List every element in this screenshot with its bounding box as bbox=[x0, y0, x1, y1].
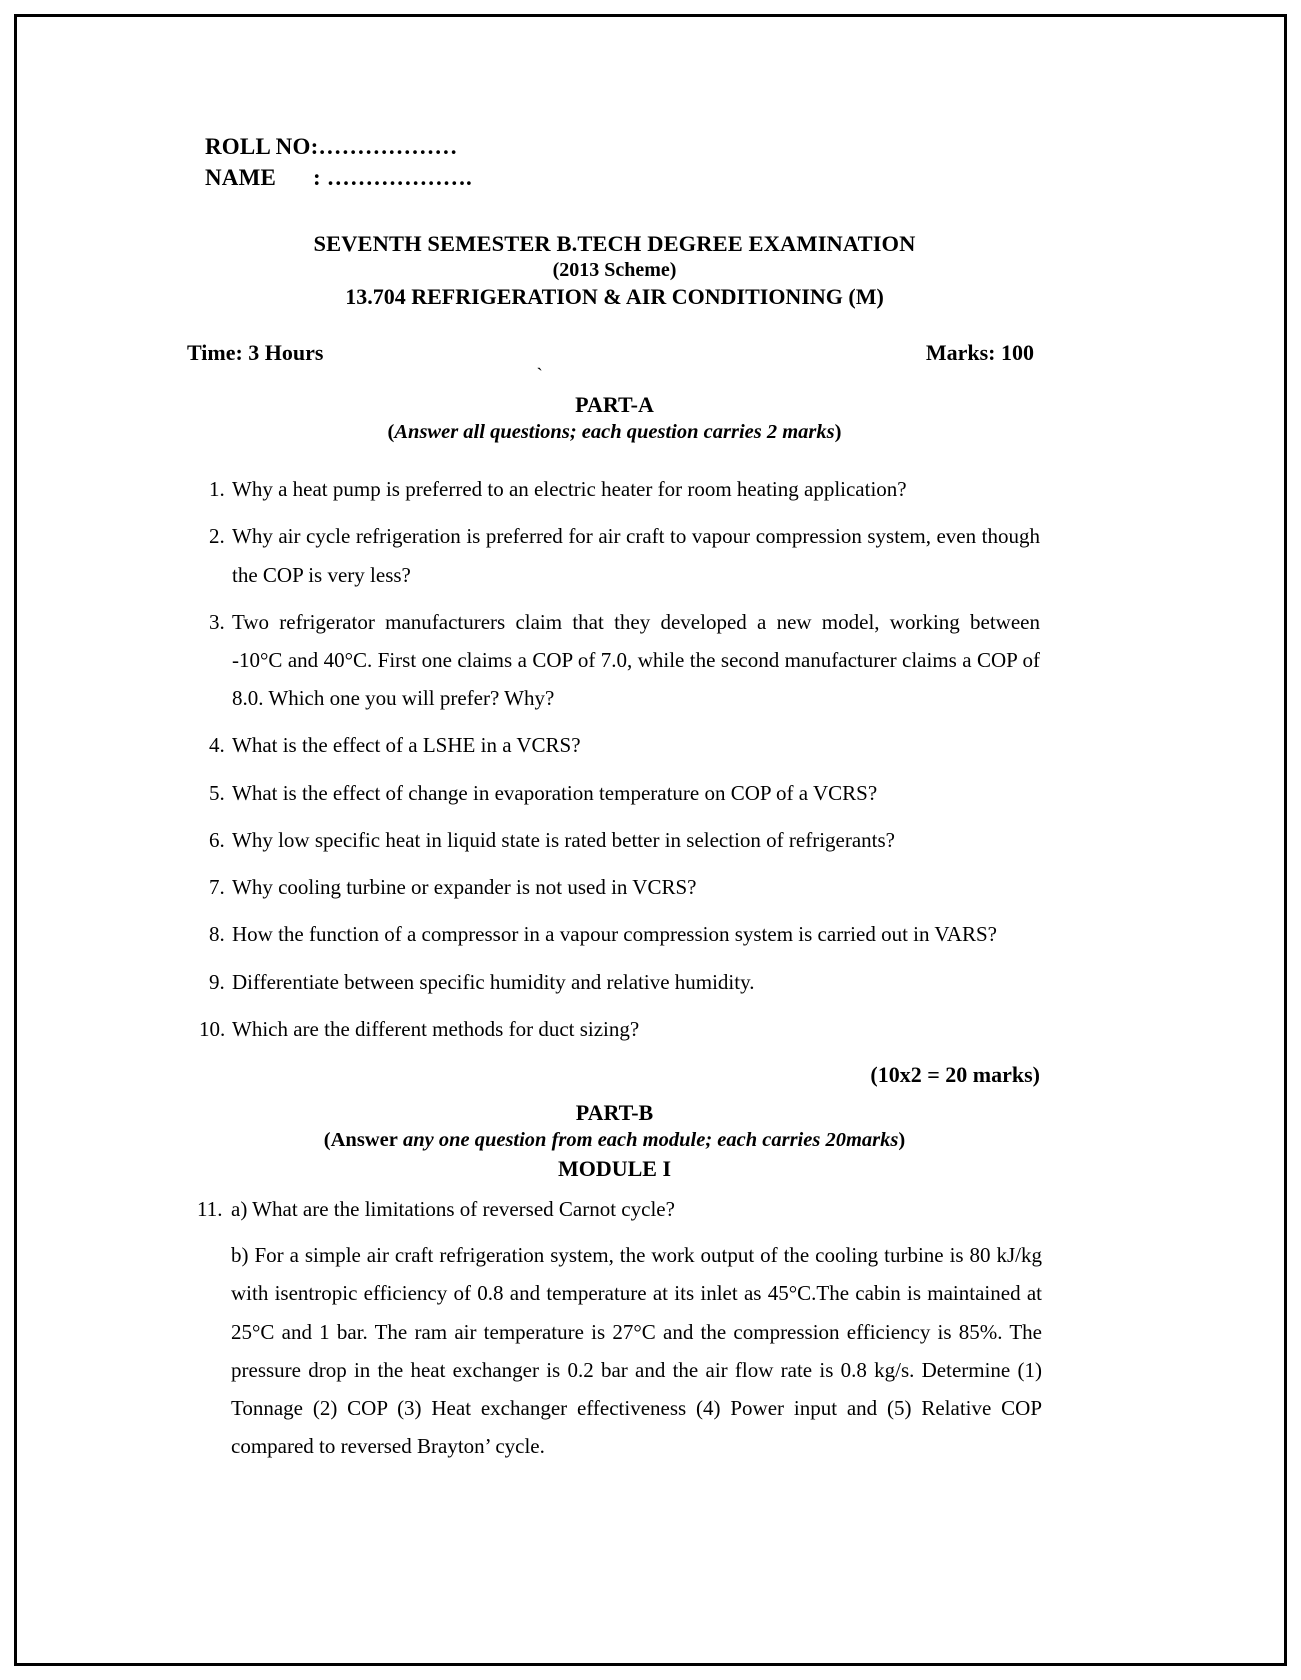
exam-total-marks: Marks: 100 bbox=[925, 340, 1034, 366]
question-text: How the function of a compressor in a vapour compression system is carried out in VARS? bbox=[232, 922, 998, 947]
module-1-heading: MODULE I bbox=[557, 1156, 672, 1181]
part-b-instruction-close-paren: ) bbox=[898, 1129, 906, 1151]
part-b-instruction bbox=[187, 1129, 1042, 1152]
document-content bbox=[187, 132, 1042, 1466]
name-row bbox=[205, 163, 1042, 194]
question-item bbox=[187, 915, 1042, 953]
question-text: Why low specific heat in liquid state is rated better in selection of refrigerants? bbox=[232, 827, 896, 852]
question-number: 6. bbox=[209, 827, 225, 852]
question-number: 2. bbox=[209, 524, 225, 549]
question-item bbox=[187, 517, 1042, 593]
exam-scheme: (2013 Scheme) bbox=[552, 259, 677, 282]
question-text: What is the effect of change in evaporation temperature on COP of a VCRS? bbox=[232, 780, 878, 805]
part-b-instruction-answer-word: Answer bbox=[330, 1129, 398, 1151]
question-text: What is the effect of a LSHE in a VCRS? bbox=[232, 733, 581, 758]
name-value: : ………………. bbox=[313, 164, 472, 190]
question-number: 10. bbox=[199, 1016, 226, 1041]
part-a-instruction-open-paren: ( bbox=[387, 421, 395, 444]
part-b-heading: PART-B bbox=[575, 1100, 654, 1125]
exam-duration: Time: 3 Hours bbox=[187, 340, 324, 366]
question-item bbox=[187, 774, 1042, 812]
question-text: Why a heat pump is preferred to an electric heater for room heating application? bbox=[232, 477, 907, 502]
question-number: 1. bbox=[209, 477, 225, 502]
question-number: 11. bbox=[197, 1197, 223, 1221]
exam-title: SEVENTH SEMESTER B.TECH DEGREE EXAMINATION bbox=[313, 231, 916, 257]
name-label: NAME bbox=[205, 164, 277, 190]
part-b-question-block bbox=[187, 1190, 1042, 1466]
part-a-marks-total: (10x2 = 20 marks) bbox=[870, 1062, 1040, 1087]
question-item bbox=[187, 821, 1042, 859]
question-11b-text: b) For a simple air craft refrigeration system, the work output of the cooling turbine is 80 kJ/kg with isentropic efficiency of 0.8 and temperature at its inlet as 45°C.The cabin is maintained at 25°C and 1 bar. The ram air temperature is 27°C and the compression efficiency is 85%. The pressure drop in the heat exchanger is 0.2 bar and the air flow rate is 0.8 kg/s. Determine (1) Tonnage (2) COP (3) Heat exchanger effectiveness (4) Power input and (5) Relative COP compared to reversed Brayton’ cycle. bbox=[231, 1243, 1042, 1459]
identity-block bbox=[205, 132, 1042, 193]
question-number: 7. bbox=[209, 875, 225, 900]
roll-no-value: ……………… bbox=[318, 134, 458, 159]
part-a-question-list bbox=[187, 470, 1042, 1048]
part-a-instruction-text: Answer all questions; each question carries 2 marks bbox=[394, 421, 835, 444]
question-number: 9. bbox=[209, 969, 225, 994]
roll-no-row bbox=[205, 132, 1042, 163]
part-b-instruction-open-paren: ( bbox=[323, 1129, 331, 1151]
stray-grave-accent bbox=[187, 365, 1042, 387]
exam-meta-row bbox=[187, 340, 1042, 366]
question-text: Why cooling turbine or expander is not used in VCRS? bbox=[232, 875, 697, 900]
part-b-instruction-text: any one question from each module; each carries 20marks bbox=[397, 1129, 899, 1151]
paper-sheet bbox=[22, 22, 1279, 1658]
stray-grave-accent-glyph: ` bbox=[536, 365, 543, 387]
question-item bbox=[187, 726, 1042, 764]
exam-heading-block bbox=[187, 231, 1042, 310]
question-item bbox=[187, 963, 1042, 1001]
question-text: Which are the different methods for duct sizing? bbox=[232, 1016, 640, 1041]
question-item bbox=[187, 603, 1042, 718]
question-item bbox=[187, 868, 1042, 906]
part-a-heading: PART-A bbox=[575, 392, 654, 418]
exam-course-code-title: 13.704 REFRIGERATION & AIR CONDITIONING (M) bbox=[345, 284, 884, 310]
part-a-instruction-close-paren: ) bbox=[834, 421, 842, 444]
question-item bbox=[187, 470, 1042, 508]
question-number: 8. bbox=[209, 922, 225, 947]
question-text: Two refrigerator manufacturers claim that they developed a new model, working between -10°C and 40°C. First one claims a COP of 7.0, while the second manufacturer claims a COP of 8.0. Which one you will prefer? Why? bbox=[232, 609, 1040, 711]
roll-no-label: ROLL NO: bbox=[205, 134, 319, 159]
question-number: 5. bbox=[209, 780, 225, 805]
question-11a-text: a) What are the limitations of reversed Carnot cycle? bbox=[231, 1197, 675, 1221]
question-item bbox=[187, 1190, 1042, 1228]
question-item bbox=[187, 1010, 1042, 1048]
question-text: Why air cycle refrigeration is preferred for air craft to vapour compression system, even though the COP is very less? bbox=[232, 524, 1040, 587]
question-number: 3. bbox=[209, 609, 225, 634]
question-text: Differentiate between specific humidity and relative humidity. bbox=[232, 969, 755, 994]
question-number: 4. bbox=[209, 733, 225, 758]
part-a-instruction bbox=[187, 421, 1042, 444]
